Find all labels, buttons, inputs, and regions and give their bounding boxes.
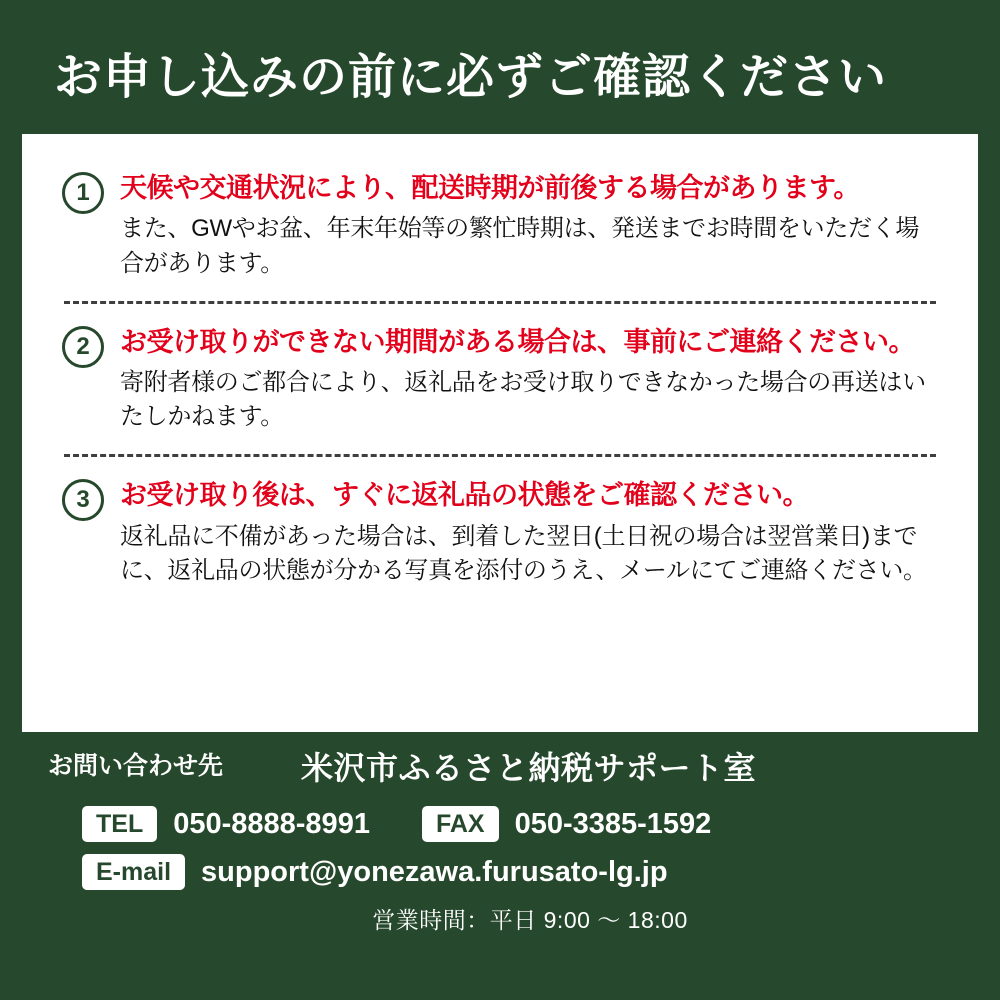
- notice-number-2: 2: [62, 326, 104, 368]
- notice-number-1: 1: [62, 172, 104, 214]
- notice-item-3: [62, 477, 938, 588]
- notice-body-2: [120, 324, 938, 435]
- notice-item-2: [62, 324, 938, 435]
- notice-body-3: [120, 477, 938, 588]
- tel-value[interactable]: 050-8888-8991: [173, 807, 370, 840]
- notice-body-1: [120, 170, 938, 281]
- business-hours: 営業時間：平日 9:00 〜 18:00: [372, 907, 688, 933]
- page-title: お申し込みの前に必ずご確認ください: [54, 50, 888, 104]
- divider-2: [64, 454, 936, 457]
- notice-headline-2: お受け取りができない期間がある場合は、事前にご連絡ください。: [120, 326, 915, 357]
- contact-row-email: [82, 854, 978, 890]
- divider-1: [64, 301, 936, 304]
- tel-label: TEL: [82, 806, 157, 842]
- page-header: [22, 22, 978, 134]
- email-value[interactable]: support@yonezawa.furusato-lg.jp: [201, 855, 668, 888]
- notice-number-3: 3: [62, 479, 104, 521]
- notice-item-1: [62, 170, 938, 281]
- email-label: E-mail: [82, 854, 185, 890]
- fax-value: 050-3385-1592: [514, 807, 712, 840]
- notice-headline-3: お受け取り後は、すぐに返礼品の状態をご確認ください。: [120, 480, 809, 511]
- notice-text-1: また、GWやお盆、年末年始等の繁忙時期は、発送までお時間をいただく場合があります。: [120, 215, 920, 277]
- notice-card: [22, 134, 978, 732]
- contact-details: [22, 796, 978, 935]
- fax-label: FAX: [422, 806, 499, 842]
- notice-headline-1: 天候や交通状況により、配送時期が前後する場合があります。: [120, 173, 860, 203]
- notice-text-2: 寄附者様のご都合により、返礼品をお受け取りできなかった場合の再送はいたしかねます。: [120, 369, 926, 431]
- contact-bar: [22, 736, 978, 796]
- contact-tag: お問い合わせ先: [22, 742, 241, 790]
- contact-row-phone: [82, 806, 978, 842]
- contact-department: 米沢市ふるさと納税サポート室: [301, 750, 757, 786]
- notice-text-3: 返礼品に不備があった場合は、到着した翌日(土日祝の場合は翌営業日)までに、返礼品の状態が分かる写真を添付のうえ、メールにてご連絡ください。: [120, 522, 927, 584]
